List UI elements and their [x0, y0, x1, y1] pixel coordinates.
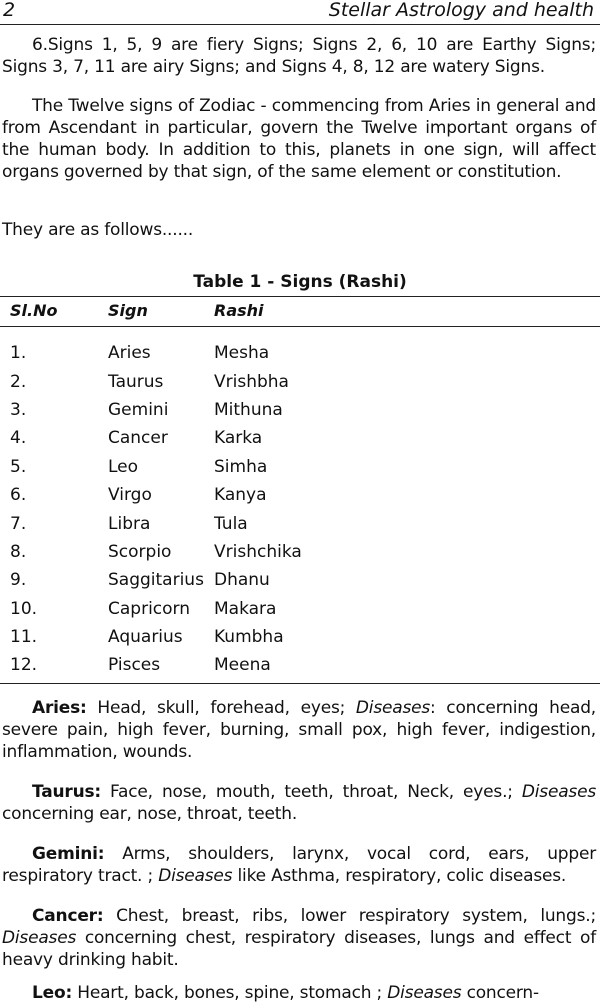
sign-entry-paragraph	[2, 697, 596, 763]
sign-entry-diseases: : concerning head, severe pain, high fever, burning, small pox, high fever, indigestion, inflammation, wounds.	[2, 698, 596, 762]
sign-entry-paragraph	[2, 982, 596, 1004]
table-row	[0, 453, 414, 481]
table-row	[0, 538, 414, 566]
table-row	[0, 595, 414, 623]
sl-no-cell: 11.	[10, 627, 38, 648]
rashi-cell: Makara	[214, 598, 277, 619]
rashi-cell: Tula	[214, 513, 248, 534]
sl-no-cell: 6.	[10, 485, 27, 506]
sign-cell: Aquarius	[108, 627, 183, 648]
rashi-cell: Vrishchika	[214, 541, 302, 562]
table-row	[0, 566, 414, 594]
sign-entry-paragraph	[2, 905, 596, 971]
intro-paragraph-follows: They are as follows......	[2, 220, 194, 240]
sign-entry-name: Gemini:	[32, 844, 105, 864]
intro-paragraph-signs-elements: 6.Signs 1, 5, 9 are fiery Signs; Signs 2, 6, 10 are Earthy Signs; Signs 3, 7, 11 are airy Signs; and Signs 4, 8, 12 are watery Signs.	[2, 35, 596, 77]
sign-entry-organs: Head, skull, forehead, eyes;	[86, 698, 356, 718]
rashi-cell: Karka	[214, 428, 263, 449]
sl-no-cell: 5.	[10, 456, 27, 477]
table-row	[0, 509, 414, 537]
running-header	[0, 0, 600, 25]
sign-entry-paragraph	[2, 843, 596, 887]
table-row	[0, 339, 414, 367]
sign-entry-diseases: concerning chest, respiratory diseases, lungs and effect of heavy drinking habit.	[2, 928, 596, 970]
table-row	[0, 623, 414, 651]
rashi-cell: Kanya	[214, 485, 267, 506]
sl-no-cell: 7.	[10, 513, 27, 534]
sign-entry-organs: Face, nose, mouth, teeth, throat, Neck, eyes.;	[100, 782, 522, 802]
sign-entry-diseases-label: Diseases	[387, 983, 462, 1003]
sign-entry-diseases-label: Diseases	[158, 866, 233, 886]
sign-cell: Cancer	[108, 428, 168, 449]
sign-entry-organs: Chest, breast, ribs, lower respiratory system, lungs.;	[103, 906, 596, 926]
sl-no-cell: 10.	[10, 598, 38, 619]
rashi-cell: Mithuna	[214, 399, 283, 420]
sl-no-cell: 3.	[10, 399, 27, 420]
sl-no-cell: 2.	[10, 371, 27, 392]
sign-entry-name: Leo:	[32, 983, 73, 1003]
sign-cell: Libra	[108, 513, 151, 534]
page-number: 2	[3, 0, 16, 21]
table-top-rule	[0, 296, 600, 297]
sign-entry-diseases: like Asthma, respiratory, colic diseases.	[232, 866, 567, 886]
sign-cell: Leo	[108, 456, 139, 477]
sl-no-cell: 8.	[10, 541, 27, 562]
sign-cell: Scorpio	[108, 541, 172, 562]
sign-entry-diseases-label: Diseases	[355, 698, 431, 718]
rashi-cell: Meena	[214, 655, 271, 676]
sign-cell: Aries	[108, 343, 151, 364]
intro-paragraph-zodiac: The Twelve signs of Zodiac - commencing from Aries in general and from Ascendant in particular, govern the Twelve important organs of the human body. In addition to this, planets in one sign, will affect organs governed by that sign, of the same element or constitution.	[2, 96, 596, 182]
rashi-cell: Mesha	[214, 343, 270, 364]
table-bottom-rule	[0, 683, 600, 684]
rashi-cell: Dhanu	[214, 570, 270, 591]
rashi-cell: Kumbha	[214, 627, 284, 648]
sign-cell: Taurus	[108, 371, 164, 392]
table-row	[0, 651, 414, 679]
sign-entry-diseases-label: Diseases	[2, 928, 77, 948]
rashi-cell: Simha	[214, 456, 268, 477]
running-title: Stellar Astrology and health	[328, 0, 594, 21]
sl-no-cell: 12.	[10, 655, 38, 676]
rashi-cell: Vrishbha	[214, 371, 289, 392]
sign-entry-name: Cancer:	[32, 906, 104, 926]
sign-cell: Virgo	[108, 485, 152, 506]
sign-entry-organs: Arms, shoulders, larynx, vocal cord, ears, upper respiratory tract. ;	[2, 844, 596, 886]
sign-entry-diseases: concerning ear, nose, throat, teeth.	[2, 804, 298, 824]
sign-entry-diseases: concern-	[461, 983, 539, 1003]
sign-cell: Capricorn	[108, 598, 191, 619]
column-header-slno: Sl.No	[10, 301, 58, 320]
sign-entry-name: Aries:	[32, 698, 87, 718]
sign-entry-name: Taurus:	[32, 782, 101, 802]
table-row	[0, 424, 414, 452]
table-header-rule	[0, 326, 600, 327]
sign-entry-organs: Heart, back, bones, spine, stomach ;	[72, 983, 388, 1003]
sl-no-cell: 1.	[10, 343, 27, 364]
column-header-rashi: Rashi	[214, 301, 264, 320]
table-caption: Table 1 - Signs (Rashi)	[193, 272, 407, 292]
sign-cell: Gemini	[108, 399, 169, 420]
sign-entry-paragraph	[2, 781, 596, 825]
sl-no-cell: 9.	[10, 570, 27, 591]
table-row	[0, 396, 414, 424]
column-header-sign: Sign	[108, 301, 148, 320]
table-row	[0, 367, 414, 395]
table-row	[0, 481, 414, 509]
sign-cell: Saggitarius	[108, 570, 204, 591]
sl-no-cell: 4.	[10, 428, 27, 449]
sign-entry-diseases-label: Diseases	[521, 782, 596, 802]
sign-cell: Pisces	[108, 655, 161, 676]
signs-table	[0, 339, 414, 680]
